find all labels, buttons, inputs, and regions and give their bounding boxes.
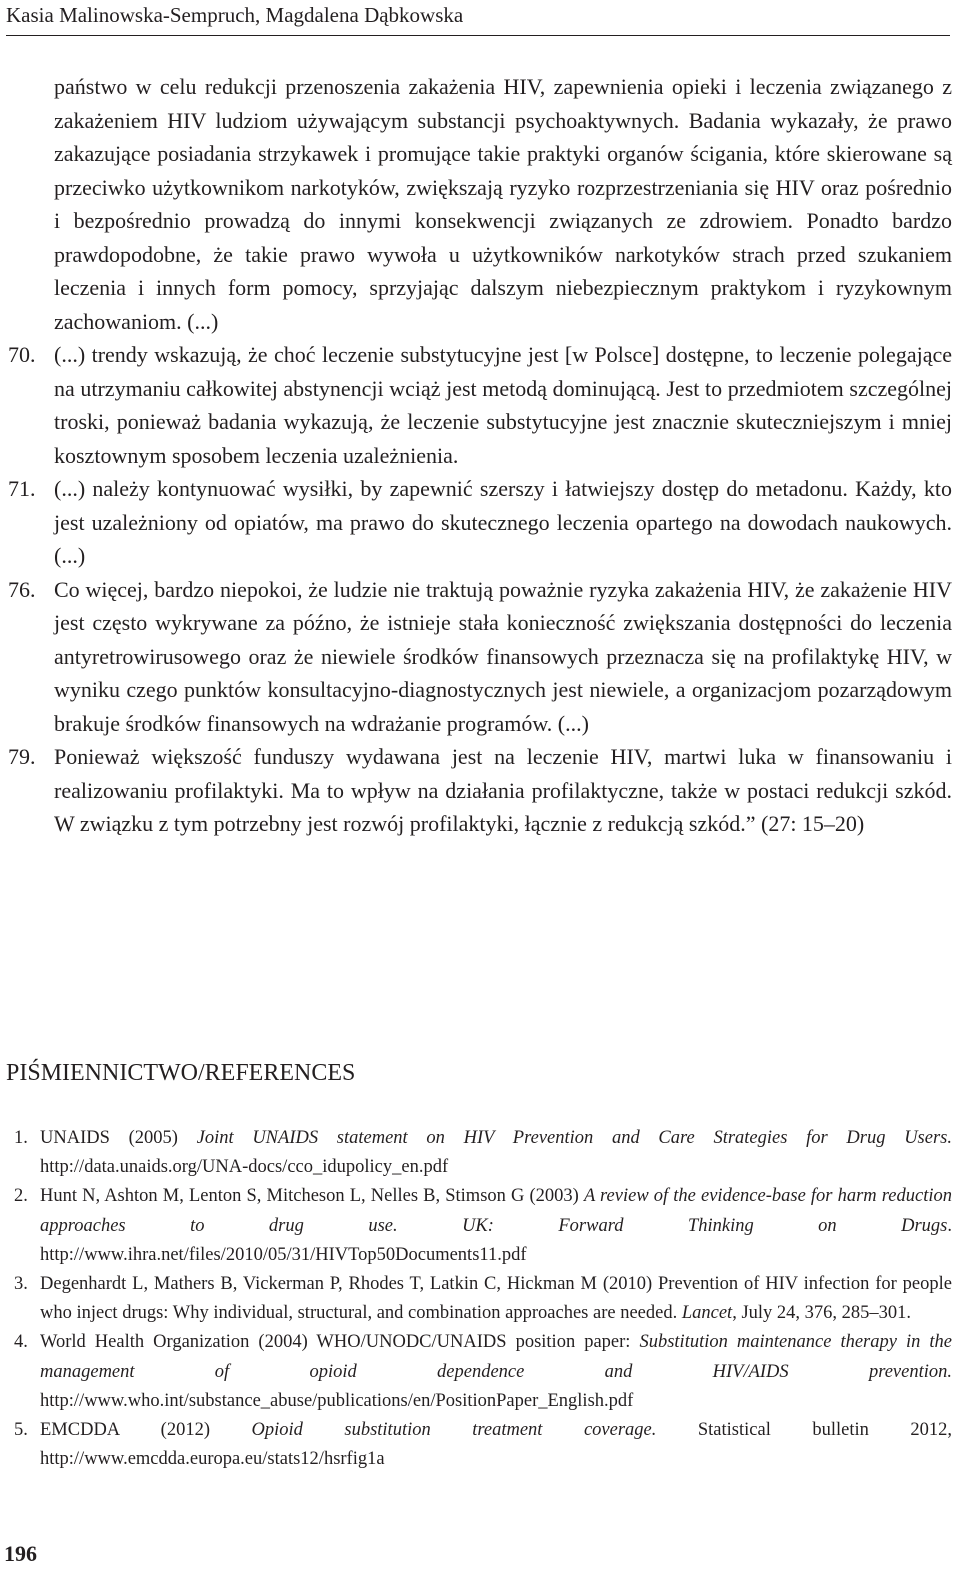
reference-item-1 <box>14 1124 952 1182</box>
paragraph-76 <box>8 573 952 741</box>
reference-title: Opioid substitution treatment coverage. <box>251 1420 657 1441</box>
reference-number: 4. <box>14 1332 28 1353</box>
references-heading: PIŚMIENNICTWO/REFERENCES <box>6 1060 356 1086</box>
reference-title: A review of the evidence-base for harm reduction approaches to drug use. UK: Forward Thinking on Drugs <box>40 1186 952 1236</box>
reference-authors: Hunt N, Ashton M, Lenton S, Mitcheson L, Nelles B, Stimson G (2003) <box>40 1186 584 1207</box>
reference-authors: EMCDDA (2012) <box>40 1420 252 1441</box>
reference-number: 1. <box>14 1128 28 1148</box>
references-list <box>14 1124 952 1474</box>
reference-title: Joint UNAIDS statement on HIV Prevention and Care Strategies for Drug Users. <box>196 1128 952 1148</box>
paragraph-71 <box>8 472 952 573</box>
reference-authors: World Health Organization (2004) WHO/UNODC/UNAIDS position paper: <box>40 1332 640 1353</box>
reference-title: Lancet <box>681 1303 733 1324</box>
body-text <box>8 70 952 841</box>
paragraph-text: państwo w celu redukcji przenoszenia zakażenia HIV, zapewnienia opieki i leczenia związanego z zakażeniem HIV ludziom używającym substancji psychoaktywnych. Badania wykazały, że prawo zakazujące posiadania strzykawek i promujące takie praktyki organów ścigania, które skierowane są przeciwko użytkownikom narkotyków, zwiększają ryzyko rozprzestrzeniania się HIV oraz pośrednio i bezpośrednio prowadzą do innymi konsekwencji związanych ze zdrowiem. Ponadto bardzo prawdopodobne, że takie prawo wywoła u użytkowników narkotyków strach przed szukaniem leczenia i innych form pomocy, sprzyjając dalszym niebezpiecznym praktykom i ryzykownym zachowaniom. (...) <box>54 74 952 334</box>
paragraph-number: 71. <box>8 476 36 501</box>
reference-title: Substitution maintenance therapy in the management of opioid dependence and HIV/AIDS prevention. <box>40 1332 952 1382</box>
page-number: 196 <box>4 1541 37 1566</box>
paragraph-number: 76. <box>8 576 36 602</box>
reference-source: . http://www.ihra.net/files/2010/05/31/HIVTop50Documents11.pdf <box>40 1215 952 1265</box>
paragraph-70 <box>8 338 952 472</box>
paragraph-79 <box>8 740 952 841</box>
reference-number: 5. <box>14 1420 28 1441</box>
paragraph-text: (...) trendy wskazują, że choć leczenie substytucyjne jest [w Polsce] dostępne, to leczenie polegające na utrzymaniu całkowitej abstynencji wciąż jest metodą dominującą. Jest to przedmiotem szczególnej troski, ponieważ badania wykazują, że leczenie substytucyjne jest znacznie skuteczniejszym i mniej kosztownym sposobem leczenia uzależnienia. <box>54 342 952 468</box>
reference-number: 3. <box>14 1274 28 1295</box>
reference-number: 2. <box>14 1186 28 1207</box>
reference-source: http://www.who.int/substance_abuse/publications/en/PositionPaper_English.pdf <box>40 1390 634 1411</box>
reference-source: http://data.unaids.org/UNA-docs/cco_idupolicy_en.pdf <box>40 1157 449 1178</box>
reference-authors: Degenhardt L, Mathers B, Vickerman P, Rhodes T, Latkin C, Hickman M (2010) Prevention of HIV infection for people who inject drugs: Why individual, structural, and combination approaches are needed. <box>40 1274 952 1324</box>
reference-item-4 <box>14 1328 952 1416</box>
reference-item-2 <box>14 1182 952 1270</box>
reference-item-5 <box>14 1416 952 1474</box>
reference-authors: UNAIDS (2005) <box>40 1128 197 1148</box>
running-head: Kasia Malinowska-Sempruch, Magdalena Dąbkowska <box>6 2 950 36</box>
reference-source: , July 24, 376, 285–301. <box>732 1303 912 1324</box>
paragraph-number: 70. <box>8 342 36 367</box>
paragraph-text: (...) należy kontynuować wysiłki, by zapewnić szerszy i łatwiejszy dostęp do metadonu. Każdy, kto jest uzależniony od opiatów, ma prawo do skutecznego leczenia opartego na dowodach naukowych. (...) <box>54 476 952 568</box>
paragraph-number: 79. <box>8 744 36 769</box>
intro-paragraph <box>8 70 952 338</box>
paragraph-text: Co więcej, bardzo niepokoi, że ludzie nie traktują poważnie ryzyka zakażenia HIV, że zakażenie HIV jest często wykrywane za późno, że istnieje stała konieczność zwiększania dostępności do leczenia antyretrowirusowego oraz że niewiele środków finansowych przeznacza się na profilaktykę HIV, w wyniku czego punktów konsultacyjno-diagnostycznych jest niewiele, a organizacjom pozarządowym brakuje środków finansowych na wdrażanie programów. (...) <box>54 576 952 736</box>
paragraph-text: Ponieważ większość funduszy wydawana jest na leczenie HIV, martwi luka w finansowaniu i realizowaniu profilaktyki. Ma to wpływ na działania profilaktyczne, także w postaci redukcji szkód. W związku z tym potrzebny jest rozwój profilaktyki, łącznie z redukcją szkód.” (27: 15–20) <box>54 744 952 836</box>
reference-source: Statistical bulletin 2012, http://www.emcdda.europa.eu/stats12/hsrfig1a <box>40 1420 952 1470</box>
reference-item-3 <box>14 1270 952 1328</box>
